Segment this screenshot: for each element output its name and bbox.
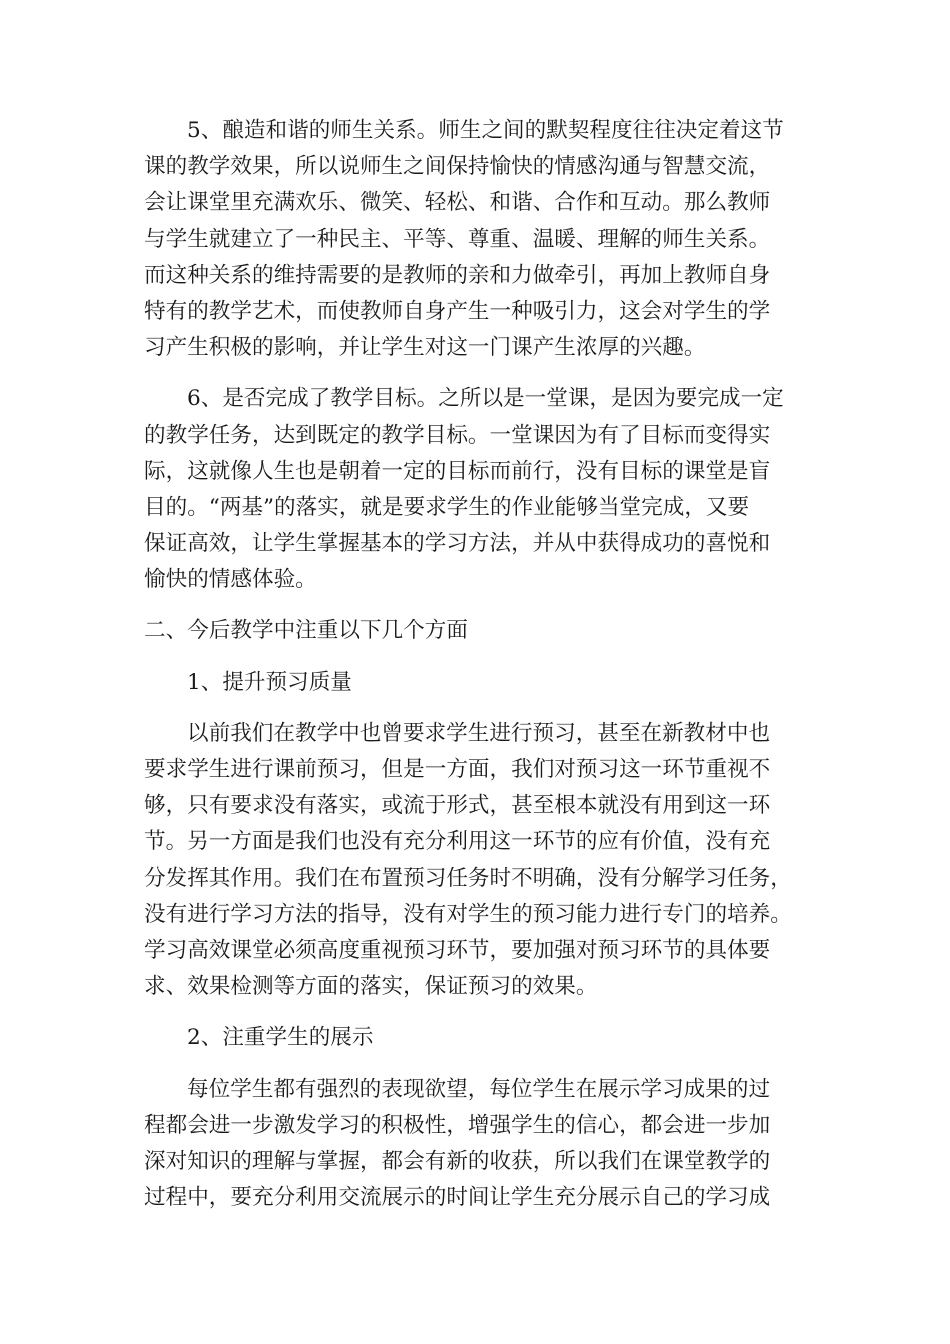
- text-line: 程都会进一步激发学习的积极性，增强学生的信心，都会进一步加: [144, 1112, 771, 1138]
- document-body: [144, 113, 808, 1216]
- text-line: 求、效果检测等方面的落实，保证预习的效果。: [144, 974, 598, 1000]
- text-line: 学习高效课堂必须高度重视预习环节，要加强对预习环节的具体要: [144, 937, 771, 963]
- section-heading-text: 二、今后教学中注重以下几个方面: [144, 618, 468, 644]
- paragraph-teaching-goals: [144, 381, 808, 598]
- paragraph-gap: [144, 650, 808, 665]
- text-line: 目的。“两基”的落实，就是要求学生的作业能够当堂完成，又要: [144, 494, 750, 520]
- subsection-heading: [144, 1020, 808, 1056]
- text-line: 过程中，要充分利用交流展示的时间让学生充分展示自己的学习成: [144, 1185, 771, 1211]
- subsection-heading-text: 1、提升预习质量: [187, 669, 352, 695]
- subsection-heading: [144, 665, 808, 701]
- text-line: 够，只有要求没有落实，或流于形式，甚至根本就没有用到这一环: [144, 793, 771, 819]
- text-line: 5、酿造和谐的师生关系。师生之间的默契程度往往决定着这节: [187, 118, 784, 143]
- paragraph-gap: [144, 701, 808, 716]
- text-line: 而这种关系的维持需要的是教师的亲和力做牵引，再加上教师自身: [144, 262, 771, 288]
- text-line: 分发挥其作用。我们在布置预习任务时不明确，没有分解学习任务，: [144, 865, 792, 891]
- text-line: 6、是否完成了教学目标。之所以是一堂课，是因为要完成一定: [187, 386, 784, 412]
- text-line: 会让课堂里充满欢乐、微笑、轻松、和谐、合作和互动。那么教师: [144, 190, 771, 216]
- paragraph-gap: [144, 1005, 808, 1020]
- paragraph-student-showcase: [144, 1072, 808, 1217]
- paragraph-gap: [144, 1057, 808, 1072]
- text-line: 节。另一方面是我们也没有充分利用这一环节的应有价值，没有充: [144, 829, 771, 855]
- text-line: 与学生就建立了一种民主、平等、尊重、温暖、理解的师生关系。: [144, 226, 771, 252]
- paragraph-gap: [144, 598, 808, 613]
- text-line: 深对知识的理解与掌握，都会有新的收获，所以我们在课堂教学的: [144, 1148, 771, 1174]
- paragraph-preview-quality: [144, 716, 808, 1006]
- paragraph-gap: [144, 366, 808, 381]
- paragraph-harmonious-relationship: [144, 113, 808, 366]
- text-line: 特有的教学艺术，而使教师自身产生一种吸引力，这会对学生的学: [144, 298, 771, 324]
- text-line: 习产生积极的影响，并让学生对这一门课产生浓厚的兴趣。: [144, 335, 706, 361]
- text-line: 保证高效，让学生掌握基本的学习方法，并从中获得成功的喜悦和: [144, 531, 771, 557]
- section-heading: [144, 613, 808, 649]
- text-line: 际，这就像人生也是朝着一定的目标而前行，没有目标的课堂是盲: [144, 458, 771, 484]
- text-line: 每位学生都有强烈的表现欲望，每位学生在展示学习成果的过: [187, 1076, 771, 1102]
- text-line: 愉快的情感体验。: [144, 567, 317, 593]
- text-line: 要求学生进行课前预习，但是一方面，我们对预习这一环节重视不: [144, 757, 771, 782]
- text-line: 的教学任务，达到既定的教学目标。一堂课因为有了目标而变得实: [144, 422, 771, 448]
- text-line: 以前我们在教学中也曾要求学生进行预习，甚至在新教材中也: [187, 720, 771, 746]
- subsection-heading-text: 2、注重学生的展示: [187, 1025, 374, 1051]
- text-line: 课的教学效果，所以说师生之间保持愉快的情感沟通与智慧交流，: [144, 154, 771, 180]
- text-line: 没有进行学习方法的指导，没有对学生的预习能力进行专门的培养。: [144, 901, 792, 927]
